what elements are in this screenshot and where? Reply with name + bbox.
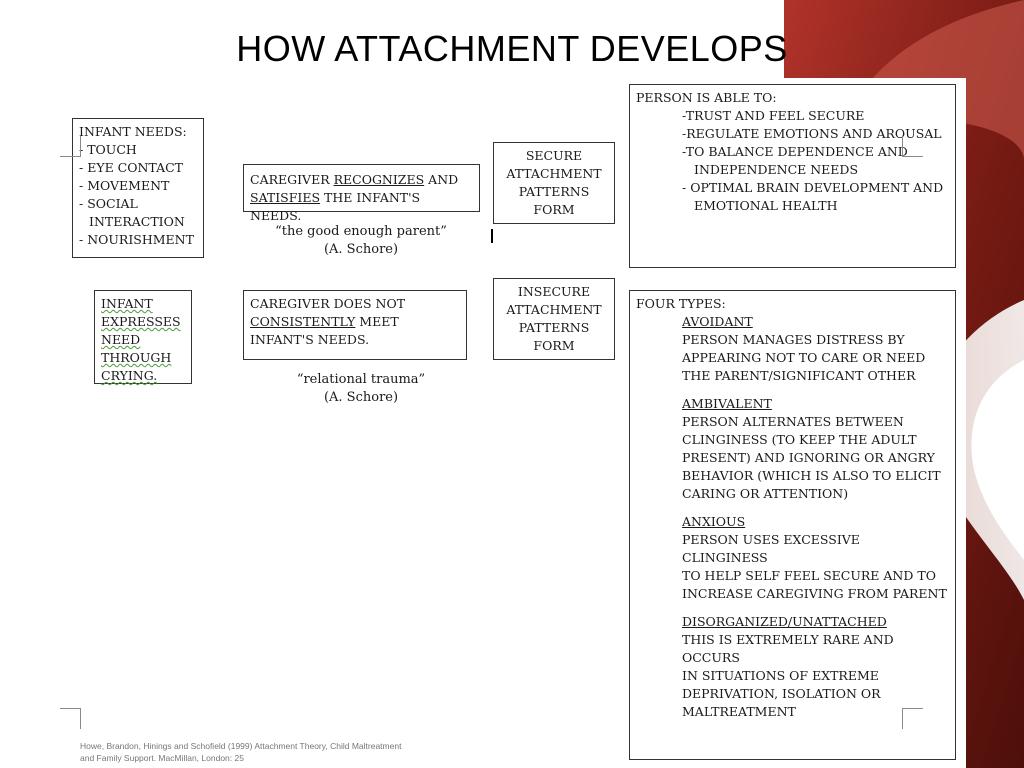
text-fragment: MEET	[355, 314, 399, 329]
footer-citation	[80, 740, 401, 764]
text-fragment: RECOGNIZES	[333, 172, 425, 187]
type-name-disorganized: DISORGANIZED/UNATTACHED	[682, 614, 887, 629]
list-item: -TO BALANCE DEPENDENCE AND	[682, 144, 908, 159]
text-line: CRYING.	[101, 368, 158, 383]
footer-line: Howe, Brandon, Hinings and Schofield (1999) Attachment Theory, Child Maltreatment	[80, 741, 402, 751]
text-line: INFANT'S NEEDS.	[250, 332, 370, 347]
text-line: TO HELP SELF FEEL SECURE AND TO	[682, 568, 936, 583]
list-item: - SOCIAL	[79, 196, 138, 211]
text-cursor	[491, 229, 493, 243]
crop-mark	[902, 136, 923, 157]
list-item: -REGULATE EMOTIONS AND AROUSAL	[682, 126, 942, 141]
text-line: INSECURE	[517, 284, 591, 299]
text-line: THE PARENT/SIGNIFICANT OTHER	[682, 368, 916, 383]
quote-citation: (A. Schore)	[323, 390, 399, 405]
text-line: NEED	[101, 332, 141, 347]
text-fragment: SATISFIES	[250, 190, 321, 205]
text-line: PATTERNS	[518, 184, 590, 199]
list-item: - NOURISHMENT	[79, 232, 194, 247]
person-able-heading: PERSON IS ABLE TO:	[636, 90, 777, 105]
quote-text: “the good enough parent”	[275, 224, 447, 239]
list-item: INTERACTION	[89, 214, 185, 229]
type-name-ambivalent: AMBIVALENT	[682, 396, 772, 411]
text-line: THROUGH	[101, 350, 172, 365]
list-item: INDEPENDENCE NEEDS	[694, 162, 859, 177]
text-line: FORM	[533, 202, 575, 217]
page-title: HOW ATTACHMENT DEVELOPS	[236, 28, 788, 69]
four-types-box	[629, 290, 956, 760]
text-line: FORM	[533, 338, 575, 353]
good-enough-quote	[250, 223, 472, 259]
text-line: PERSON ALTERNATES BETWEEN	[682, 414, 904, 429]
text-line: APPEARING NOT TO CARE OR NEED	[682, 350, 926, 365]
document-page	[60, 78, 966, 768]
type-name-avoidant: AVOIDANT	[682, 314, 753, 329]
infant-expresses-box	[94, 290, 192, 384]
text-line: INCREASE CAREGIVING FROM PARENT	[682, 586, 947, 601]
crop-mark	[60, 708, 81, 729]
four-types-heading: FOUR TYPES:	[636, 296, 726, 311]
caregiver-recognizes-box	[243, 164, 480, 223]
text-fragment: CAREGIVER	[250, 172, 334, 187]
text-line: BEHAVIOR (WHICH IS ALSO TO ELICIT	[682, 468, 941, 483]
text-fragment: THE INFANT'S NEEDS.	[250, 190, 421, 223]
insecure-patterns-box	[493, 278, 615, 360]
person-able-box	[629, 84, 956, 268]
quote-citation: (A. Schore)	[323, 242, 399, 257]
text-line: CAREGIVER DOES NOT	[250, 296, 406, 311]
text-fragment: AND	[424, 172, 459, 187]
footer-line: and Family Support. MacMillan, London: 25	[80, 753, 244, 763]
list-item: EMOTIONAL HEALTH	[694, 198, 838, 213]
text-line: CARING OR ATTENTION)	[682, 486, 849, 501]
text-line: PERSON USES EXCESSIVE CLINGINESS	[682, 532, 860, 565]
text-line: INFANT	[101, 296, 153, 311]
secure-patterns-box	[493, 142, 615, 224]
crop-mark	[60, 136, 81, 157]
text-line: EXPRESSES	[101, 314, 181, 329]
text-line: PATTERNS	[518, 320, 590, 335]
text-line: THIS IS EXTREMELY RARE AND OCCURS	[682, 632, 894, 665]
text-fragment: CONSISTENTLY	[250, 314, 356, 329]
text-line: MALTREATMENT	[682, 704, 796, 719]
relational-trauma-quote	[250, 371, 472, 407]
text-line: ATTACHMENT	[506, 302, 602, 317]
list-item: - OPTIMAL BRAIN DEVELOPMENT AND	[682, 180, 944, 195]
text-line: PRESENT) AND IGNORING OR ANGRY	[682, 450, 935, 465]
text-line: DEPRIVATION, ISOLATION OR	[682, 686, 881, 701]
list-item: -TRUST AND FEEL SECURE	[682, 108, 865, 123]
text-line: SECURE	[525, 148, 583, 163]
infant-needs-box	[72, 118, 204, 258]
type-name-anxious: ANXIOUS	[682, 514, 746, 529]
infant-needs-heading: INFANT NEEDS:	[79, 124, 187, 139]
text-line: ATTACHMENT	[506, 166, 602, 181]
text-line: PERSON MANAGES DISTRESS BY	[682, 332, 905, 347]
list-item: - MOVEMENT	[79, 178, 170, 193]
list-item: - EYE CONTACT	[79, 160, 184, 175]
crop-mark	[902, 708, 923, 729]
text-line: IN SITUATIONS OF EXTREME	[682, 668, 879, 683]
text-line: CLINGINESS (TO KEEP THE ADULT	[682, 432, 917, 447]
list-item: - TOUCH	[79, 142, 137, 157]
caregiver-does-not-box	[243, 290, 467, 360]
quote-text: “relational trauma”	[296, 372, 426, 387]
